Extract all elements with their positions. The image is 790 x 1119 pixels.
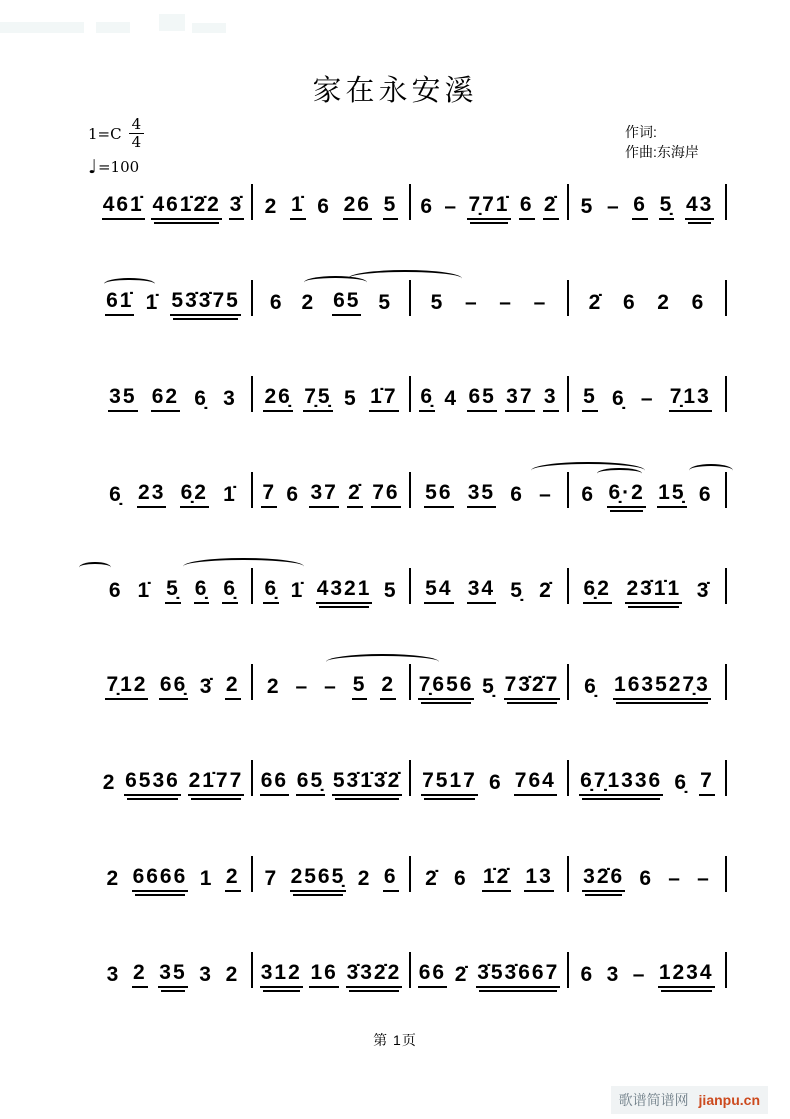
measure [253,194,409,220]
measure [569,194,725,220]
credits-block [625,122,699,162]
tempo-value: =100 [97,157,140,176]
note: 65̣ [296,770,325,796]
music-line [95,560,727,604]
slur [689,464,733,477]
note: 3̇ [229,194,245,220]
note: 6̣·2 [607,482,645,508]
note: 6̣ [222,578,238,604]
note: 1̇ [145,291,160,314]
note: 1̇ [223,483,237,506]
measure [411,194,567,220]
slur [326,654,440,670]
watermark-site-name: 歌谱简谱网 [618,1092,689,1108]
note: 7̣656 [418,674,475,700]
measure [253,770,409,796]
music-line [95,368,727,412]
note: 7̣5̣ [303,386,332,412]
measure [253,386,409,412]
note: 23̇1̇1 [625,578,682,604]
measure [411,578,567,604]
note: 2 [106,867,121,890]
note: 32̇6 [582,866,625,892]
note: 6 [454,867,468,890]
note: 6̣ [584,675,598,698]
composer-credit: 作曲:东海岸 [625,144,699,160]
note: 3 [543,386,559,412]
measure [411,962,567,988]
note: 5 [352,674,368,700]
note: 461̇2̇2 [151,194,221,220]
measure [95,962,251,988]
note: 6 [317,195,331,218]
note: 34 [467,578,496,604]
page-number: 第 1页 [373,1032,417,1048]
note: 5 [383,194,399,220]
note: 1̇ [137,579,152,602]
note: 5̣ [510,579,524,602]
note: – [539,483,553,506]
slur [183,558,303,575]
note: 23 [137,482,166,508]
note: 2 [380,674,396,700]
measure [569,482,725,508]
note: 5̣ [659,194,675,220]
quarter-note-icon: ♩ [88,155,97,178]
note: 2 [657,291,671,314]
measure [253,962,409,988]
note: 2̇ [543,194,559,220]
note: 6̣2 [180,482,209,508]
note: 2̇ [539,579,553,602]
note: 2̇ [588,291,603,314]
measure [95,866,251,892]
note: 35 [467,482,496,508]
note: 53̇3̇75 [170,290,240,316]
note: 6 [383,866,399,892]
note: 66 [260,770,289,796]
note: 2 [264,195,279,218]
measure [253,482,409,508]
note: – [324,675,338,698]
note: 35 [108,386,137,412]
note: 1̇ [290,579,305,602]
music-line [95,176,727,220]
note: 1̇2̇ [482,866,511,892]
note: 3 [199,963,213,986]
measure [95,290,251,316]
note: 6 [639,867,654,890]
note: 76 [371,482,400,508]
score [95,176,727,1040]
slur [104,278,155,290]
barline [725,952,727,988]
measure [95,770,251,796]
music-line [95,752,727,796]
note: – [444,195,459,218]
note: 2 [225,674,241,700]
note: 3 [106,963,121,986]
note: 6̣ [674,771,689,794]
time-signature [129,116,145,152]
measure [411,866,567,892]
barline [725,856,727,892]
note: 62 [151,386,180,412]
note: 2565̣ [290,866,347,892]
barline [725,184,727,220]
note: – [533,291,548,314]
note: 5̣ [165,578,181,604]
note: 2 [102,771,117,794]
note: 65 [467,386,496,412]
note: 56 [424,482,453,508]
measure [569,292,725,316]
note: 6 [510,483,524,506]
note: 16 [309,962,338,988]
measure [569,578,725,604]
measure [253,578,409,604]
note: 2 [266,675,281,698]
slur [348,270,462,287]
note: 1 [199,867,214,890]
note: 7̣71̇ [467,194,510,220]
note: 73̇2̇7 [504,674,561,700]
note: 7517 [421,770,478,796]
measure [569,674,725,700]
measure [569,770,725,796]
watermark [611,1086,768,1114]
music-line [95,848,727,892]
key-signature: 1=C [88,124,122,143]
note: 2 [357,867,372,890]
note: 6 [420,195,435,218]
note: 66 [418,962,447,988]
note: 6 [286,483,301,506]
measure [569,866,725,892]
measure [95,482,251,508]
measure [411,770,567,796]
measure [411,386,567,412]
time-signature-denominator: 4 [131,133,142,152]
note: 6 [691,291,706,314]
note: 6̣ [109,483,123,506]
note: 3̇ [696,579,711,602]
measure [569,962,725,988]
measure [411,674,567,700]
note: 2 [225,963,240,986]
note: 461̇ [102,194,145,220]
note: 6̣ [419,386,435,412]
note: 5 [344,387,358,410]
note: 6 [488,771,503,794]
note: 3̇ [199,675,214,698]
measure [253,674,409,700]
note: 1̇7 [369,386,398,412]
note: 26̣ [263,386,292,412]
note: – [464,291,479,314]
note: 7 [699,770,715,796]
note: 3̇32̇2 [346,962,403,988]
note: 15̣ [657,482,686,508]
music-line [95,272,727,316]
note: 7̣12 [105,674,148,700]
note: 6666 [132,866,189,892]
note: 6̣2 [583,578,612,604]
note: 163527̣3 [613,674,711,700]
note: 3 [606,963,621,986]
note: 5 [383,579,398,602]
note: 7 [261,482,277,508]
note: 43 [685,194,714,220]
measure [95,674,251,700]
barline [725,568,727,604]
note: 312 [260,962,303,988]
measure [569,386,725,412]
note: 5 [430,291,445,314]
watermark-site-url[interactable]: jianpu.cn [698,1092,760,1108]
note: – [606,195,621,218]
note: 5 [580,195,595,218]
lyricist-credit: 作词: [625,124,657,140]
time-signature-numerator: 4 [129,116,145,134]
music-line [95,464,727,508]
note: 6 [108,579,123,602]
note: 61̇ [105,290,134,316]
note: 54 [424,578,453,604]
slur [79,562,111,573]
measure [95,194,251,220]
note: 35 [158,962,187,988]
barline [725,280,727,316]
note: 65 [332,290,361,316]
barline [725,664,727,700]
scan-artifact [159,14,185,31]
note: 3 [223,387,237,410]
note: 6 [580,963,595,986]
note: 6 [698,483,713,506]
note: – [632,963,647,986]
barline [725,376,727,412]
note: 7̣13 [669,386,712,412]
measure [253,866,409,892]
music-line [95,944,727,988]
music-line [95,656,727,700]
note: 13 [524,866,553,892]
measure [253,290,409,316]
note: – [697,867,711,890]
barline [725,472,727,508]
note: 6536 [124,770,181,796]
note: 6̣7̣1336 [579,770,663,796]
song-title: 家在永安溪 [312,75,478,107]
note: 4 [444,387,459,410]
note: – [668,867,682,890]
note: 53̇1̇3̇2̇ [332,770,402,796]
note: 6̣ [263,578,279,604]
tempo-marking [88,156,144,178]
note: 1̇ [290,194,306,220]
note: 6̣ [194,387,208,410]
note: 4321 [316,578,373,604]
measure [95,386,251,412]
note: 37 [505,386,534,412]
note: 1234 [658,962,715,988]
note: 2̇ [347,482,363,508]
measure [95,578,251,604]
note: 2̇ [454,963,469,986]
scan-artifact [192,23,226,33]
note: 26 [343,194,372,220]
note: 6 [519,194,535,220]
scan-artifact [96,22,130,33]
note: 21̇77 [188,770,245,796]
note: 5̣ [482,675,496,698]
note: 66̣ [159,674,188,700]
note: 6 [269,291,284,314]
note: 764 [514,770,557,796]
key-signature-block [88,116,144,178]
scan-artifact [0,22,84,33]
note: 2 [301,291,316,314]
note: 2̇ [425,867,439,890]
note: 6 [622,291,637,314]
note: 6 [581,483,596,506]
note: 6̣ [612,387,626,410]
note: 2 [132,962,148,988]
note: – [499,291,513,314]
measure [411,292,567,316]
slur [597,468,641,479]
note: 5 [582,386,598,412]
note: 7 [264,867,279,890]
note: – [640,387,655,410]
barline [725,760,727,796]
note: 5 [378,291,393,314]
note: 2 [225,866,241,892]
note: 6 [632,194,648,220]
note: 3̇53̇667 [476,962,560,988]
note: 6̣ [194,578,210,604]
note: 37 [309,482,338,508]
note: – [295,675,310,698]
measure [411,482,567,508]
